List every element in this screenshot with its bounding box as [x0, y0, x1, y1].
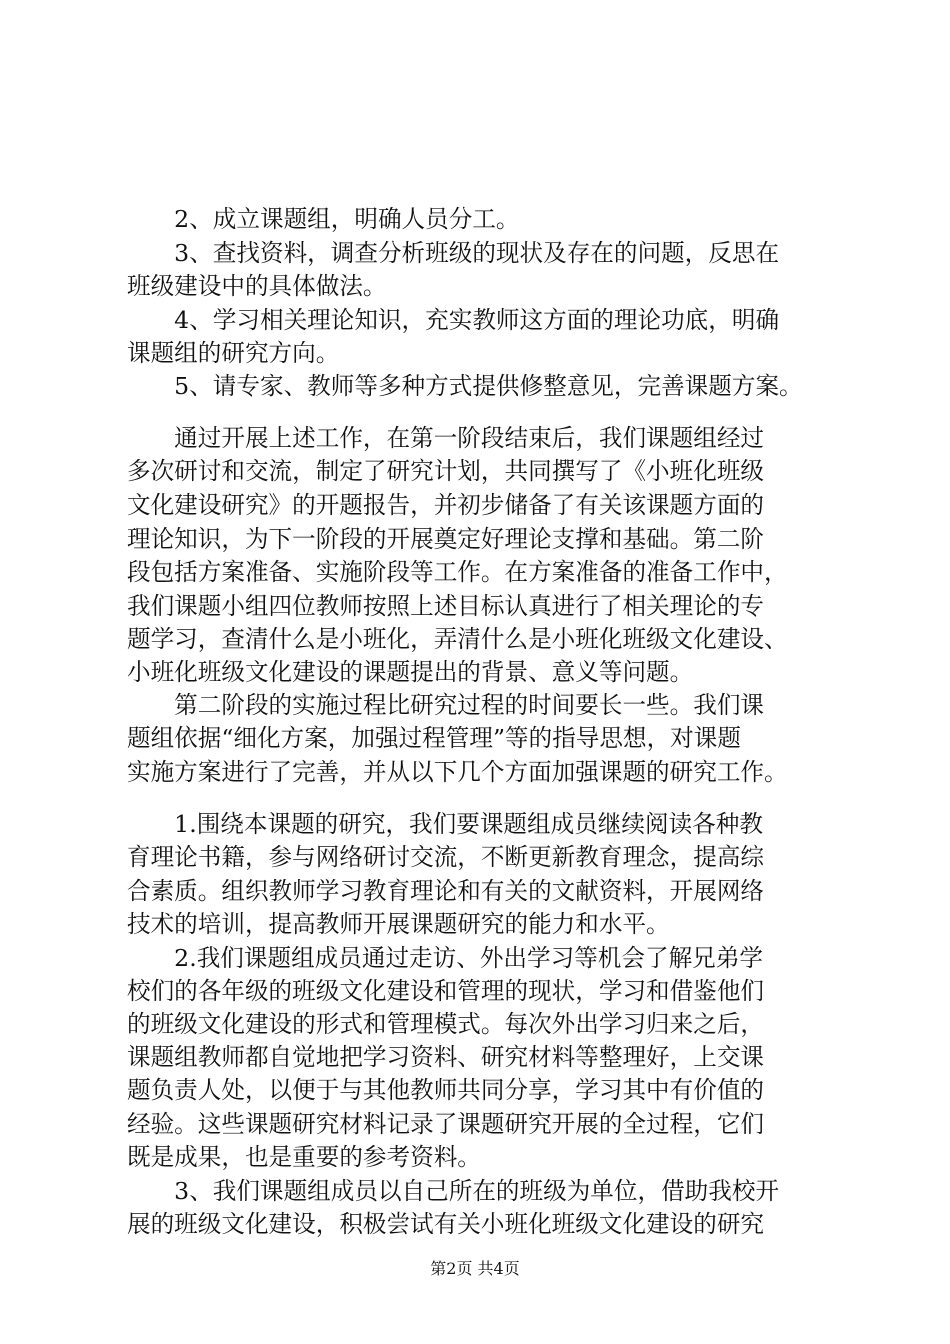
text-line: 课题组的研究方向。 [127, 339, 340, 367]
text-line: 既是成果，也是重要的参考资料。 [127, 1143, 481, 1171]
text-line: 展的班级文化建设，积极尝试有关小班化班级文化建设的研究 [127, 1210, 765, 1238]
text-line: 文化建设研究》的开题报告，并初步储备了有关该课题方面的 [127, 491, 765, 519]
text-line: 1.围绕本课题的研究，我们要课题组成员继续阅读各种教 [127, 810, 763, 838]
text-line: 题负责人处，以便于与其他教师共同分享，学习其中有价值的 [127, 1076, 765, 1104]
text-line: 课题组教师都自觉地把学习资料、研究材料等整理好，上交课 [127, 1043, 765, 1071]
text-line: 班级建设中的具体做法。 [127, 272, 387, 300]
text-line: 段包括方案准备、实施阶段等工作。在方案准备的准备工作中， [127, 558, 788, 586]
text-line: 经验。这些课题研究材料记录了课题研究开展的全过程，它们 [127, 1110, 765, 1138]
text-line: 通过开展上述工作，在第一阶段结束后，我们课题组经过 [127, 424, 765, 452]
text-line: 的班级文化建设的形式和管理模式。每次外出学习归来之后， [127, 1010, 765, 1038]
text-line: 我们课题小组四位教师按照上述目标认真进行了相关理论的专 [127, 592, 765, 620]
text-line: 2.我们课题组成员通过走访、外出学习等机会了解兄弟学 [127, 944, 763, 972]
text-line: 2、成立课题组，明确人员分工。 [127, 205, 520, 233]
text-line: 合素质。组织教师学习教育理论和有关的文献资料，开展网络 [127, 877, 765, 905]
text-line: 理论知识，为下一阶段的开展奠定好理论支撑和基础。第二阶 [127, 525, 765, 553]
page-number-footer: 第2页 共4页 [430, 1259, 520, 1278]
text-line: 小班化班级文化建设的课题提出的背景、意义等问题。 [127, 658, 694, 686]
text-line: 校们的各年级的班级文化建设和管理的现状，学习和借鉴他们 [127, 977, 765, 1005]
text-line: 4、学习相关理论知识，充实教师这方面的理论功底，明确 [127, 306, 780, 334]
text-line: 技术的培训，提高教师开展课题研究的能力和水平。 [127, 910, 670, 938]
text-line: 多次研讨和交流，制定了研究计划，共同撰写了《小班化班级 [127, 457, 765, 485]
text-line: 3、我们课题组成员以自己所在的班级为单位，借助我校开 [127, 1177, 780, 1205]
text-line: 3、查找资料，调查分析班级的现状及存在的问题，反思在 [127, 239, 780, 267]
text-line: 题学习，查清什么是小班化，弄清什么是小班化班级文化建设、 [127, 625, 788, 653]
text-line: 第二阶段的实施过程比研究过程的时间要长一些。我们课 [127, 691, 765, 719]
text-line: 实施方案进行了完善，并从以下几个方面加强课题的研究工作。 [127, 758, 788, 786]
text-line: 5、请专家、教师等多种方式提供修整意见，完善课题方案。 [127, 372, 803, 400]
text-line: 题组依据“细化方案，加强过程管理”等的指导思想，对课题 [127, 724, 741, 752]
text-line: 育理论书籍，参与网络研讨交流，不断更新教育理念，提高综 [127, 843, 765, 871]
